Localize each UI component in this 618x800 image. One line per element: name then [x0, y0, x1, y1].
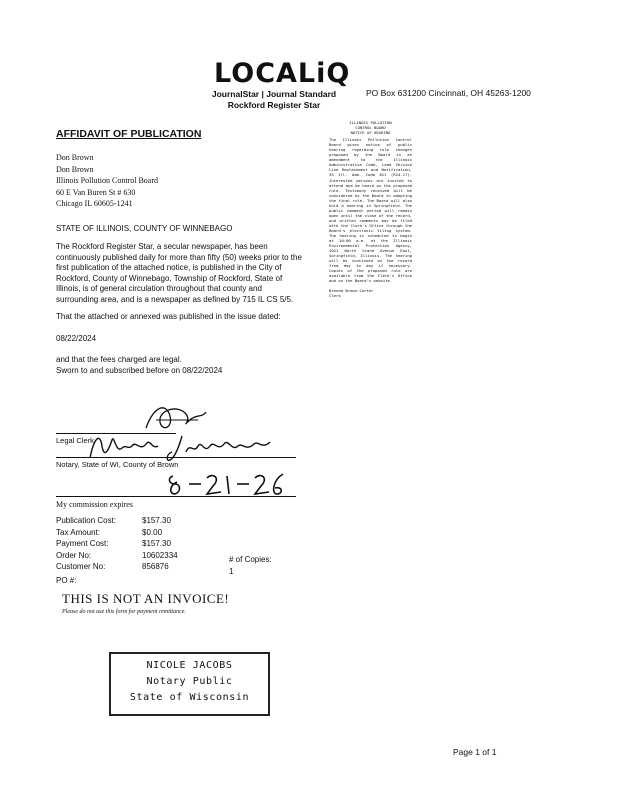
- table-row: [56, 562, 178, 574]
- po-label: PO #:: [56, 576, 77, 585]
- billing-label: Payment Cost:: [56, 539, 109, 548]
- billing-label: Order No:: [56, 550, 92, 560]
- notice-heading-line: NOTICE OF HEARING: [350, 130, 391, 136]
- notary-label: Notary, State of WI, County of Brown: [56, 460, 179, 469]
- recipient-address: [56, 152, 158, 210]
- billing-value: $157.30: [142, 539, 171, 548]
- notary-signature: [86, 428, 301, 464]
- public-notice-clipping: [329, 120, 412, 298]
- commission-label: My commission expires: [56, 500, 133, 509]
- billing-value: 856876: [142, 562, 169, 571]
- not-invoice-notice: THIS IS NOT AN INVOICE!: [62, 591, 230, 606]
- sworn-statement: Sworn to and subscribed before on 08/22/2024: [56, 365, 223, 375]
- publication-line: JournalStar | Journal Standard: [211, 89, 337, 99]
- legal-clerk-label: Legal Clerk: [56, 436, 94, 445]
- affidavit-paragraph: The Rockford Register Star, a secular newspaper, has been continuously published daily for more than fifty (50) weeks prior to the first publication of the attached notice, is published in the City of Rockford, County of Winnebago, Township of Rockford, State of Illinois, is of general circulation throughout that county and surrounding area, and is a newspaper as defined by 715 IL CS 5/5.: [56, 242, 302, 304]
- localiq-logo: LOCALiQ: [214, 58, 351, 89]
- billing-value: 10602334: [142, 550, 178, 560]
- notice-heading: [329, 120, 412, 135]
- billing-table: [56, 516, 178, 574]
- address-line: Illinois Pollution Control Board: [56, 176, 159, 185]
- publish-date: 08/22/2024: [56, 334, 97, 343]
- attached-statement: That the attached or annexed was published in the issue dated:: [56, 312, 281, 321]
- notice-heading-line: CONTROL BOARD: [355, 125, 386, 131]
- page-number: Page 1 of 1: [453, 747, 497, 757]
- po-box-address: PO Box 631200 Cincinnati, OH 45263-1200: [366, 88, 531, 98]
- notice-signoff-line: Brenda Brown-Carter: [329, 287, 374, 293]
- fees-and-sworn: [56, 355, 222, 376]
- address-line: 60 E Van Buren St # 630: [56, 187, 136, 197]
- state-county-line: STATE OF ILLINOIS, COUNTY OF WINNEBAGO: [56, 224, 233, 233]
- notice-heading-line: ILLINOIS POLLUTION: [349, 120, 392, 125]
- notice-signoff-line: Clerk: [329, 292, 341, 298]
- table-row: [56, 516, 178, 528]
- publication-line: Rockford Register Star: [227, 100, 321, 110]
- stamp-line: State of Wisconsin: [129, 692, 250, 703]
- notice-signoff: [329, 288, 412, 298]
- copies-value: 1: [229, 567, 234, 576]
- notary-line: [56, 457, 296, 458]
- table-row: [56, 539, 178, 551]
- commission-line: [56, 496, 296, 497]
- stamp-line: NICOLE JACOBS: [146, 660, 233, 671]
- table-row: [56, 528, 178, 540]
- fees-statement: and that the fees charged are legal.: [56, 355, 182, 364]
- address-line: Chicago IL 60605-1241: [56, 199, 133, 208]
- billing-label: Publication Cost:: [56, 516, 117, 525]
- notice-body: The Illinois Pollution Control Board gives notice of public hearing regarding rule changes proposed by the Board in an amendment to the Illinois Administrative Code, Lead Service Line Replacement and Notification, 35 Ill. Adm. Code 611 (R24-17). Interested persons are invited to attend and be heard on the proposed rule. Testimony received will be considered by the Board in adopting the final rule. The Board will also hold a hearing in Springfield. The public comment period will remain open until the close of the record, and written comments may be filed with the Clerk's Office through the Board's electronic filing system. The hearing is scheduled to begin at 10:00 a.m. at the Illinois Environmental Protection Agency, 1021 North Grand Avenue East, Springfield, Illinois. The hearing will be continued on the record from day to day if necessary. Copies of the proposed rule are available from the Clerk's Office and on the Board's website.: [329, 137, 412, 284]
- billing-label: Customer No:: [56, 562, 106, 571]
- table-row: [56, 551, 178, 563]
- address-line: Don Brown: [56, 164, 94, 174]
- billing-value: $157.30: [142, 516, 171, 525]
- billing-value: $0.00: [142, 527, 163, 537]
- affidavit-title: AFFIDAVIT OF PUBLICATION: [56, 128, 202, 140]
- notary-stamp: [109, 652, 270, 716]
- address-line: Don Brown: [56, 153, 94, 162]
- publication-names: [204, 89, 344, 111]
- copies-label: # of Copies:: [229, 555, 272, 564]
- billing-label: Tax Amount:: [56, 527, 101, 537]
- payment-note: Please do not use this form for payment remittance.: [62, 609, 186, 615]
- stamp-line: Notary Public: [146, 676, 233, 687]
